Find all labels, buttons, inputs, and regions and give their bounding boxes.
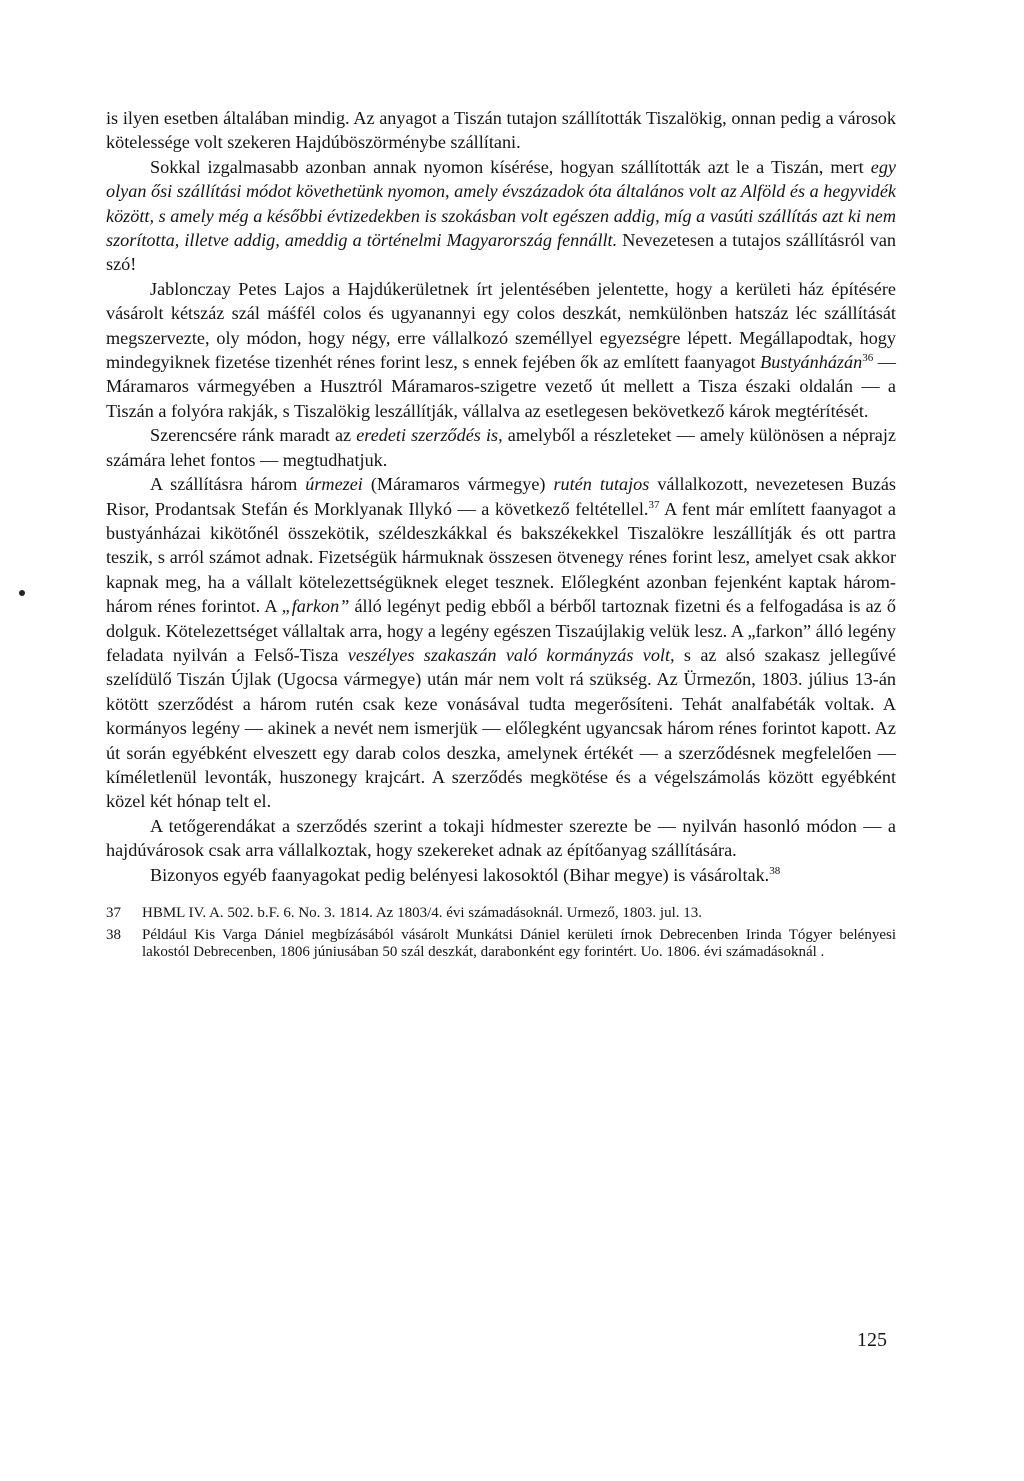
text-run: amelyből a részleteket — amely különösen a néprajz számára lehet fontos — megtudhatjuk. <box>106 425 896 470</box>
footnote-ref: 36 <box>862 352 874 365</box>
text-run: — Máramaros vármegyében a Husztról Máramaros-szigetre vezető út mellett a Tisza északi oldalán — a Tiszán a folyóra rakják, s Tiszalökig leszállítják, vállalva az esetlegesen bekövetkező károk megtérítését. <box>106 352 896 421</box>
paragraph <box>106 423 896 472</box>
italic-text: HBML <box>142 905 185 921</box>
text-run: is ilyen esetben általában mindig. Az anyagot a Tiszán tutajon szállították Tiszalökig, onnan pedig a városok kötelessége volt szekeren Hajdúböszörménybe szállítani. <box>106 108 896 153</box>
footnote-text <box>142 905 896 923</box>
text-run: Jablonczay Petes Lajos a Hajdúkerületnek írt jelentésében jelentette, hogy a kerületi ház építésére vásárolt kétszáz szál máśfél colos és ugyanannyi egy colos deszkát, nemkülönben hatszáz léc szállítását megszervezte, oly módon, hogy négy, erre vállalkozó személlyel egyezségre lépett. Megállapodtak, hogy mindegyiknek fizetése tizenhét rénes forint lesz, s ennek fejében ők az említett faanyagot <box>106 278 896 373</box>
text-run: A szállításra három <box>150 474 306 495</box>
text-run: A fent már említett faanyagot a bustyánházai kikötőnél összekötik, széldeszkákkal és bakszékekkel Tiszalökre leszállítják és ott partra teszik, s arról számot adnak. Fizetségük hármuknak összesen ötvenegy rénes forint lesz, amelyet csak akkor kapnak meg, ha a vállalt kötelezettségüknek eleget tesznek. Előlegként azonban fejenként kaptak három-három rénes forintot. A <box>106 498 897 617</box>
footnote-ref: 37 <box>648 498 660 511</box>
page-body <box>106 106 896 966</box>
italic-text: rutén tutajos <box>553 474 650 495</box>
paragraph <box>106 277 896 423</box>
footnote-number: 37 <box>106 905 121 921</box>
footnote <box>106 905 896 923</box>
italic-text: eredeti szerződés is, <box>356 425 503 446</box>
footnote-text <box>142 927 896 962</box>
margin-mark <box>19 590 25 596</box>
paragraph <box>106 863 896 887</box>
paragraph <box>106 155 896 277</box>
text-run: Szerencsére ránk maradt az <box>150 425 357 446</box>
text-run: (Máramaros vármegye) <box>362 474 554 495</box>
italic-text: „farkon” <box>281 596 350 617</box>
text-run: A tetőgerendákat a szerződés szerint a tokaji hídmester szerezte be — nyilván hasonló módon — a hajdúvárosok csak arra vállalkoztak, hogy szekereket adnak az építőanyag szállítására. <box>106 815 896 861</box>
italic-text: úrmezei <box>305 474 363 495</box>
text-run: vállalkozott, nevezetesen Buzás Risor, Prodantsak Stefán és Morklyanak Illykó — a következő feltétellel. <box>106 474 897 519</box>
text-run: álló legényt pedig ebből a bérből tartoznak fizetni és a felfogadása is az ő dolguk. Kötelezettséget vállaltak arra, hogy a legény egészen Tiszaújlakig velük lesz. A „farkon” álló legény feladata nyilván a Felső-Tisza <box>106 596 896 665</box>
footnote-ref: 38 <box>769 864 781 877</box>
text-run: Bizonyos egyéb faanyagokat pedig belényesi lakosoktól (Bihar megye) is vásároltak. <box>150 864 770 885</box>
paragraph <box>106 106 896 155</box>
text-run: Nevezetesen a tutajos szállításról van szó! <box>106 230 896 275</box>
footnote <box>106 927 896 962</box>
text-run: IV. A. 502. b.F. 6. No. 3. 1814. Az 1803/4. évi számadásoknál. Urmező, 1803. jul. 13. <box>184 905 703 921</box>
text-run: Például Kis Varga Dániel megbízásából vásárolt Munkátsi Dániel kerületi írnok Debrecenben Irinda Tógyer belényesi lakostól Debrecenben, 1806 júniusában 50 szál deszkát, darabonként egy forintért. Uo. 1806. évi számadásoknál . <box>142 926 896 960</box>
paragraph <box>106 814 896 863</box>
italic-text: Bustyánházán <box>760 352 863 373</box>
italic-text: veszélyes szakaszán való kormányzás volt, <box>347 644 675 665</box>
text-run: Sokkal izgalmasabb azonban annak nyomon kísérése, hogyan szállították azt le a Tiszán, mert <box>150 156 871 177</box>
text-run: s az alsó szakasz jellegűvé szelídülő Tiszán Újlak (Ugocsa vármegye) után már nem volt rá szükség. Az Ürmezőn, 1803. július 13-án kötött szerződést a három rutén csak keze vonásával tudta megerősíteni. Tehát analfabéták voltak. A kormányos legény — akinek a nevét nem ismerjük — előlegként ugyancsak három rénes forintot kapott. Az út során egyébként elveszett egy darab colos deszka, amelynek értékét — a szerződésnek megfelelően — kíméletlenül levonták, huszonegy krajcárt. A szerződés megkötése és a végelszámolás között egyébként közel két hónap telt el. <box>106 644 897 812</box>
italic-text: egy olyan ősi szállítási módot követhetünk nyomon, amely évszázadok óta általános volt az Alföld és a hegyvidék között, s amely még a későbbi évtizedekben is szokásban volt egészen addig, míg a vasúti szállítás azt ki nem szorította, illetve addig, ameddig a történelmi Magyarország fennállt. <box>106 156 896 251</box>
main-text <box>106 106 896 887</box>
page-number: 125 <box>857 1329 887 1351</box>
footnotes <box>106 905 896 962</box>
footnote-number: 38 <box>106 926 121 943</box>
paragraph <box>106 472 896 814</box>
